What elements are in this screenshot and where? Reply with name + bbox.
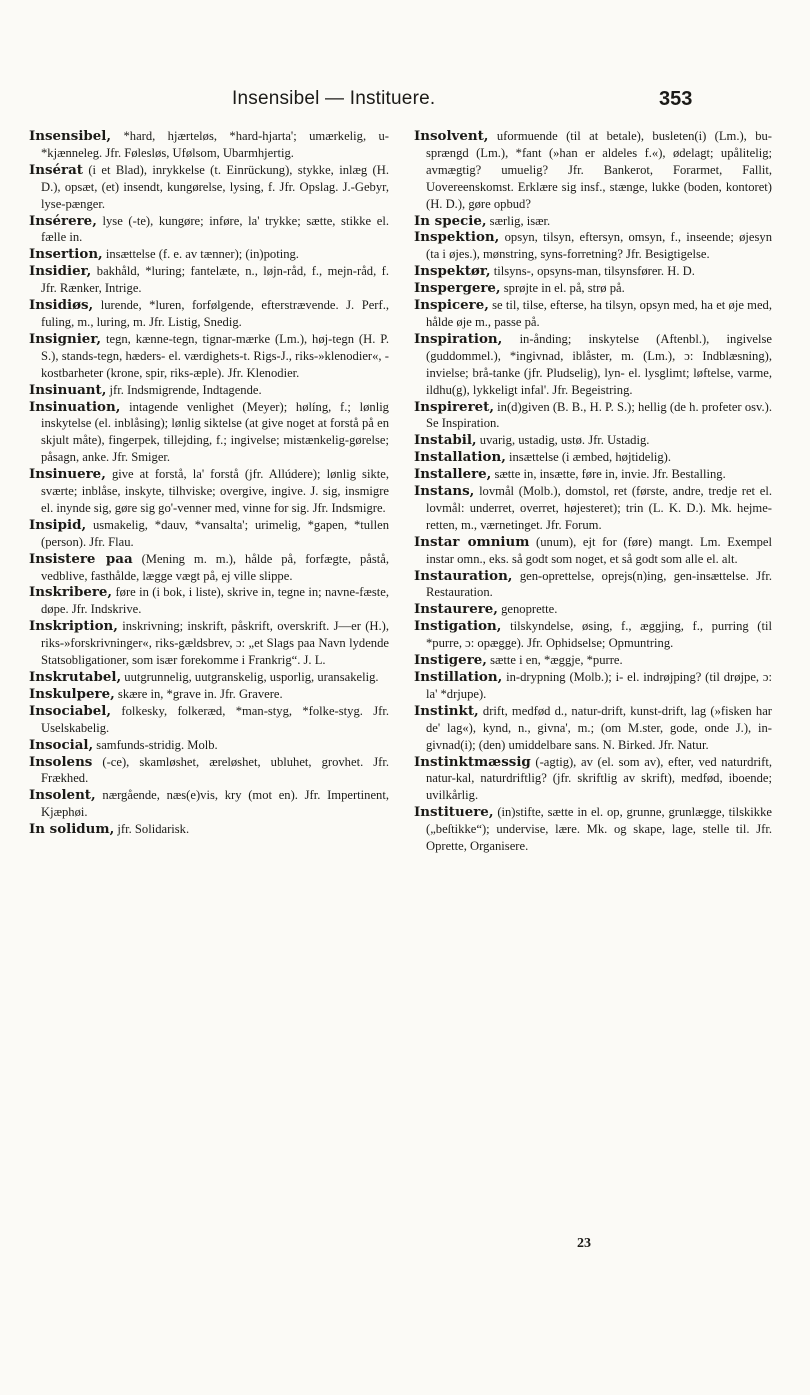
dictionary-entry	[29, 213, 389, 247]
signature-mark: 23	[577, 1236, 591, 1251]
entry-definition: tilsyns-, opsyns-man, tilsynsfører. H. D.	[493, 264, 695, 279]
entry-headword: Insensibel,	[29, 128, 112, 144]
entry-definition: bakhåld, *luring; fantelæte, n., løjn-råd, f., mejn-råd, f. Jfr. Rænker, Intrige.	[41, 264, 389, 296]
entry-definition: in-ånding; inskytelse (Aftenbl.), ingivelse (guddommel.), *ingivnad, iblåster, m. (Lm.), ɔ: Indblæsning), invielse; brå-tanke (jfr. Pludselig), lyn- el. lysglimt; løftelse, varme, ildhu(g), lykkeligt infal'. Jfr. Begeistring.	[426, 331, 772, 397]
entry-headword: Instaurere,	[414, 601, 498, 618]
entry-definition: tegn, kænne-tegn, tignar-mærke (Lm.), høj-tegn (H. P. S.), stands-tegn, hæders- el. værdighets-t. Rigs-J., riks-»klenodier«, -kostbarheter (krone, spir, riks-æple). Jfr. Klenodier.	[41, 331, 389, 380]
entry-headword: Instigere,	[414, 652, 487, 669]
entry-definition: insættelse (i æmbed, højtidelig).	[509, 450, 671, 465]
dictionary-entry	[414, 618, 772, 652]
dictionary-entry	[29, 331, 389, 382]
dictionary-entry	[414, 399, 772, 433]
dictionary-entry	[414, 449, 772, 466]
dictionary-entry	[29, 737, 389, 754]
dictionary-entry	[414, 128, 772, 213]
entry-headword: Insidier,	[29, 263, 92, 280]
dictionary-entry	[29, 466, 389, 517]
dictionary-entry	[414, 534, 772, 568]
right-column	[414, 128, 772, 855]
dictionary-entry	[414, 229, 772, 263]
entry-definition: skære in, *grave in. Jfr. Gravere.	[117, 686, 283, 701]
dictionary-entry	[29, 128, 389, 162]
entry-definition: lurende, *luren, forfølgende, efterstrævende. J. Perf., fuling, m., luring, m. Jfr. Listig, Snedig.	[41, 298, 389, 329]
entry-headword: Insérat	[29, 161, 83, 178]
dictionary-entry	[414, 754, 772, 805]
entry-headword: Installere,	[414, 466, 492, 483]
entry-headword: Instituere,	[414, 804, 494, 821]
dictionary-entry	[414, 466, 772, 483]
entry-headword: Insipid,	[29, 516, 87, 533]
entry-headword: Inspireret,	[414, 398, 494, 415]
dictionary-entry	[29, 162, 389, 213]
entry-headword: Insérere,	[29, 212, 97, 229]
entry-definition: føre in (i bok, i liste), skrive in, tegne in; navne-fæste, døpe. Jfr. Indskrive.	[41, 585, 389, 617]
entry-headword: Inspiration,	[414, 330, 503, 347]
dictionary-entry	[414, 432, 772, 449]
entry-headword: Inskription,	[29, 618, 118, 635]
entry-headword: Insinuere,	[29, 466, 106, 483]
entry-headword: In solidum,	[29, 821, 115, 838]
entry-definition: uutgrunnelig, uutgranskelig, usporlig, uransakelig.	[124, 670, 379, 684]
dictionary-entry	[414, 568, 772, 602]
entry-headword: Insocial,	[29, 736, 94, 753]
entry-headword: Insinuation,	[29, 398, 121, 415]
entry-headword: Inskulpere,	[29, 685, 115, 702]
entry-headword: Instar omnium	[414, 533, 530, 550]
entry-definition: drift, medfød d., natur-drift, kunst-drift, lag (»fisken har de' lag«), kynd, n., givna', m.; (om M.ster, gode, onde J.), in-givnad(i); (den) umiddelbare sans. N. Birked. Jfr. Natur.	[426, 703, 772, 752]
dictionary-entry	[29, 754, 389, 788]
entry-definition: lyse (-te), kungøre; inføre, la' trykke; sætte, stikke el. fælle in.	[41, 213, 389, 245]
entry-definition: sprøjte in el. på, strø på.	[503, 281, 625, 296]
dictionary-entry	[29, 703, 389, 737]
entry-headword: Instabil,	[414, 432, 477, 449]
entry-definition: inskrivning; inskrift, påskrift, overskrift. J—er (H.), riks-»forskrivninger«, riks-gældsbrev, ɔ: „et Slags paa Navn lydende Statsobligationer, som især forekomme i Frankrig“. J. L.	[41, 619, 389, 668]
entry-headword: Instinktmæssig	[414, 753, 531, 770]
entry-definition: *hard, hjærteløs, *hard-hjarta'; umærkelig, u-*kjænneleg. Jfr. Følesløs, Ufølsom, Ubarmhjertig.	[41, 129, 389, 160]
entry-definition: (unum), ejt for (føre) mangt. Lm. Exempel instar omn., eks. så godt som noget, et så godt som alle el. alt.	[426, 534, 772, 566]
entry-headword: Insolvent,	[414, 128, 489, 144]
entry-definition: (Mening m. m.), hålde på, forfægte, påstå, vedblive, fasthålde, lægge vægt på, ej ville slippe.	[41, 551, 389, 583]
entry-headword: Instillation,	[414, 669, 503, 685]
entry-headword: Insolens	[29, 753, 93, 770]
dictionary-entry	[29, 246, 389, 263]
running-title: Insensibel — Instituere.	[232, 88, 436, 109]
dictionary-entry	[29, 787, 389, 821]
dictionary-entry	[29, 618, 389, 669]
entry-definition: in(d)given (B. B., H. P. S.); hellig (de h. profeter osv.). Se Inspiration.	[426, 399, 772, 431]
entry-definition: jfr. Indsmigrende, Indtagende.	[109, 382, 262, 397]
entry-definition: usmakelig, *dauv, *vansalta'; urimelig, *gapen, *tullen (person). Jfr. Flau.	[41, 517, 389, 549]
entry-headword: Insidiøs,	[29, 297, 94, 314]
dictionary-entry	[29, 399, 389, 467]
entry-headword: Inskribere,	[29, 584, 113, 601]
entry-definition: uvarig, ustadig, ustø. Jfr. Ustadig.	[479, 433, 650, 448]
entry-definition: tilskyndelse, øsing, f., æggjing, f., purring (til *purre, ɔ: opægge). Jfr. Ophidselse; Opmuntring.	[426, 619, 772, 651]
dictionary-entry	[414, 652, 772, 669]
dictionary-entry	[414, 280, 772, 297]
dictionary-entry	[414, 297, 772, 331]
entry-headword: Instinkt,	[414, 702, 479, 719]
dictionary-entry	[29, 584, 389, 618]
dictionary-entry	[29, 382, 389, 399]
entry-definition: opsyn, tilsyn, eftersyn, omsyn, f., inseende; øjesyn (ta i øjes.), mønstring, syns-forretning? Jfr. Besigtigelse.	[426, 230, 772, 262]
entry-headword: Insertion,	[29, 246, 103, 263]
dictionary-entry	[414, 703, 772, 754]
dictionary-entry	[414, 483, 772, 534]
dictionary-entry	[414, 669, 772, 703]
dictionary-entry	[29, 551, 389, 585]
entry-definition: (in)stifte, sætte in el. op, grunne, grunlægge, tilskikke („beſtikke“); undervise, lære. Mk. og skape, lage, stelle til. Jfr. Oprette, Organisere.	[426, 805, 772, 854]
dictionary-entry	[414, 601, 772, 618]
dictionary-entry	[414, 263, 772, 280]
entry-definition: samfunds-stridig. Molb.	[96, 737, 218, 752]
entry-headword: Inspergere,	[414, 280, 501, 297]
entry-definition: uformuende (til at betale), busleten(i) (Lm.), bu-sprængd (Lm.), *fant (»han er aldeles f.«), ødelagt; upålitelig; avmægtig? umuelig? Jfr. Bankerot, Forarmet, Fallit, Uovereenskomst. Erklære sig insf., stænge, lukke (boden, kontoret) (H. D.), gøre opbud?	[426, 129, 772, 211]
entry-definition: folkesky, folkeræd, *man-styg, *folke-styg. Jfr. Uselskabelig.	[41, 703, 389, 735]
entry-definition: nærgående, næs(e)vis, kry (mot en). Jfr. Impertinent, Kjæphøi.	[41, 788, 389, 820]
entry-definition: give at forstå, la' forstå (jfr. Allúdere); lønlig sikte, sværte; inblåse, inskyte, tilhviske; overgive, ingive. J. sig, insmigre el. inynde sig, gøre sig go'-venner med, vinne for sig. Jfr. Indsmigre.	[41, 467, 389, 515]
entry-definition: sætte i en, *æggje, *purre.	[490, 653, 623, 668]
entry-headword: Insignier,	[29, 330, 102, 347]
entry-definition: (-ce), skamløshet, æreløshet, ubluhet, grovhet. Jfr. Frækhed.	[41, 754, 389, 786]
entry-headword: Insistere paa	[29, 550, 133, 567]
entry-headword: Inspicere,	[414, 297, 489, 314]
entry-definition: genoprette.	[501, 602, 558, 617]
entry-headword: Inskrutabel,	[29, 669, 122, 685]
entry-definition: (i et Blad), inrykkelse (t. Einrückung), stykke, inlæg (H. D.), opsæt, (et) insendt, kungørelse, lysing, f. Jfr. Opslag. J.-Gebyr, lyse-pænger.	[41, 162, 389, 211]
left-column	[29, 128, 389, 838]
dictionary-entry	[414, 213, 772, 230]
dictionary-entry	[29, 686, 389, 703]
dictionary-entry	[414, 804, 772, 855]
entry-headword: In specie,	[414, 212, 487, 229]
entry-headword: Insinuant,	[29, 381, 107, 398]
entry-definition: lovmål (Molb.), domstol, ret (første, andre, tredje ret el. lovmål: underret, overret, højesteret); trin (L. K. D.). Mk. hejme-retten, m., værnetinget. Jfr. Forum.	[426, 484, 772, 532]
entry-definition: (-agtig), av (el. som av), efter, ved naturdrift, natur-kal, naturdriftlig? (jfr. skriftlig av skrift), medfød, iboende; uvilkårlig.	[426, 754, 772, 803]
entry-headword: Insolent,	[29, 787, 96, 804]
entry-definition: intagende venlighet (Meyer); hølíng, f.; lønlig inskytelse (el. inblåsing); lønlig siktelse (at give noget at forstå på en skjult måte), fingerpek, tillejding, f.; ingivelse; mistænkelig-gørelse; påsagn, anke. Jfr. Smiger.	[41, 399, 389, 465]
page-header	[0, 84, 810, 124]
entry-headword: Inspektion,	[414, 229, 500, 246]
entry-definition: insættelse (f. e. av tænner); (in)poting.	[105, 247, 299, 262]
entry-headword: Inspektør,	[414, 263, 491, 280]
entry-definition: in-drypning (Molb.); i- el. indrøjping? (til drøjpe, ɔ: la' *drjupe).	[426, 670, 772, 701]
entry-headword: Instans,	[414, 483, 475, 500]
dictionary-entry	[414, 331, 772, 399]
dictionary-entry	[29, 297, 389, 331]
entry-definition: særlig, især.	[489, 213, 551, 228]
page-number: 353	[659, 88, 693, 110]
entry-headword: Installation,	[414, 449, 506, 466]
dictionary-entry	[29, 263, 389, 297]
entry-definition: sætte in, insætte, føre in, invie. Jfr. Bestalling.	[494, 467, 726, 482]
entry-headword: Instigation,	[414, 618, 502, 635]
dictionary-entry	[29, 517, 389, 551]
entry-headword: Insociabel,	[29, 702, 112, 719]
entry-definition: se til, tilse, efterse, ha tilsyn, opsyn med, ha et øje med, hålde øje m., passe på.	[426, 298, 772, 329]
entry-definition: gen-oprettelse, oprejs(n)ing, gen-insættelse. Jfr. Restauration.	[426, 568, 772, 600]
dictionary-entry	[29, 821, 389, 838]
entry-headword: Instauration,	[414, 567, 513, 584]
entry-definition: jfr. Solidarisk.	[117, 822, 190, 837]
dictionary-entry	[29, 669, 389, 686]
